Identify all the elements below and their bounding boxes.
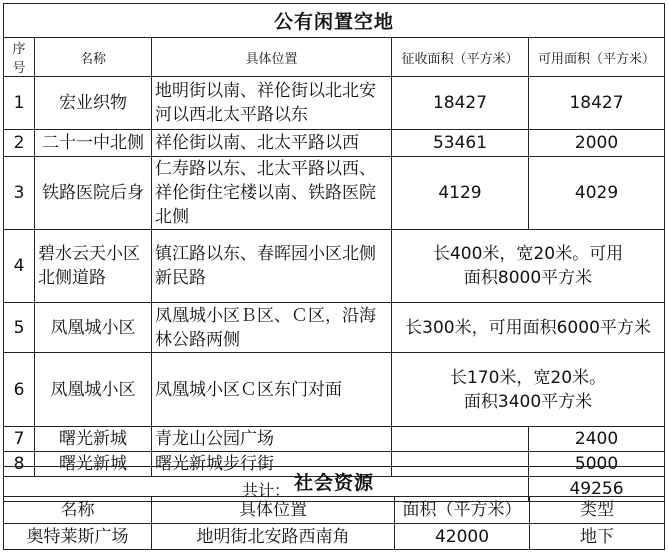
row-usable: 5000 — [529, 452, 665, 477]
table-row — [4, 427, 665, 452]
table-row — [4, 157, 665, 230]
total-label: 共计： — [4, 477, 529, 502]
row-location: 镇江路以东、春晖园小区北侧新民路 — [152, 230, 392, 303]
row-no: 5 — [4, 303, 35, 353]
row-acquired — [392, 427, 529, 452]
row-area-note: 长400米，宽20米。可用面积8000平方米 — [392, 230, 665, 303]
row-name: 奥特莱斯广场 — [4, 524, 152, 550]
row-location: 曙光新城步行街 — [152, 452, 392, 477]
header-usable-area: 可用面积（平方米） — [529, 38, 665, 77]
table-row — [4, 524, 665, 550]
row-name: 曙光新城 — [35, 452, 152, 477]
row-no: 8 — [4, 452, 35, 477]
table-title: 社会资源 — [4, 467, 665, 497]
row-type: 地下 — [530, 524, 665, 550]
table-title: 公有闲置空地 — [4, 4, 665, 38]
row-no: 7 — [4, 427, 35, 452]
header-acquired-area: 征收面积（平方米） — [392, 38, 529, 77]
row-usable: 2000 — [529, 130, 665, 157]
header-location: 具体位置 — [152, 38, 392, 77]
row-usable: 18427 — [529, 77, 665, 130]
row-usable: 2400 — [529, 427, 665, 452]
header-name: 名称 — [4, 497, 152, 524]
row-location: 地明街以南、祥伦街以北北安河以西北太平路以东 — [152, 77, 392, 130]
row-name: 碧水云天小区北侧道路 — [35, 230, 152, 303]
row-location: 凤凰城小区Ｂ区、Ｃ区，沿海林公路两侧 — [152, 303, 392, 353]
row-usable: 4029 — [529, 157, 665, 230]
header-area: 面积（平方米） — [395, 497, 530, 524]
header-name: 名称 — [35, 38, 152, 77]
header-location: 具体位置 — [152, 497, 395, 524]
row-location: 仁寿路以东、北太平路以西、祥伦街住宅楼以南、铁路医院北侧 — [152, 157, 392, 230]
row-acquired: 53461 — [392, 130, 529, 157]
row-no: 6 — [4, 353, 35, 427]
social-resources-table — [3, 466, 665, 550]
idle-land-table — [3, 3, 665, 502]
header-type: 类型 — [530, 497, 665, 524]
table-row — [4, 303, 665, 353]
row-location: 地明街北安路西南角 — [152, 524, 395, 550]
row-name: 铁路医院后身 — [35, 157, 152, 230]
row-name: 凤凰城小区 — [35, 353, 152, 427]
row-name: 曙光新城 — [35, 427, 152, 452]
row-area: 42000 — [395, 524, 530, 550]
table-row — [4, 230, 665, 303]
header-seq: 序号 — [4, 38, 35, 77]
row-no: 1 — [4, 77, 35, 130]
row-acquired: 4129 — [392, 157, 529, 230]
table-row — [4, 77, 665, 130]
row-no: 2 — [4, 130, 35, 157]
row-no: 4 — [4, 230, 35, 303]
row-area-note: 长300米，可用面积6000平方米 — [392, 303, 665, 353]
row-location: 凤凰城小区Ｃ区东门对面 — [152, 353, 392, 427]
row-location: 祥伦街以南、北太平路以西 — [152, 130, 392, 157]
row-name: 二十一中北侧 — [35, 130, 152, 157]
row-no: 3 — [4, 157, 35, 230]
table-row — [4, 353, 665, 427]
row-name: 宏业织物 — [35, 77, 152, 130]
table-row — [4, 130, 665, 157]
row-location: 青龙山公园广场 — [152, 427, 392, 452]
row-name: 凤凰城小区 — [35, 303, 152, 353]
total-value: 49256 — [529, 477, 665, 502]
row-acquired: 18427 — [392, 77, 529, 130]
row-area-note: 长170米，宽20米。面积3400平方米 — [392, 353, 665, 427]
